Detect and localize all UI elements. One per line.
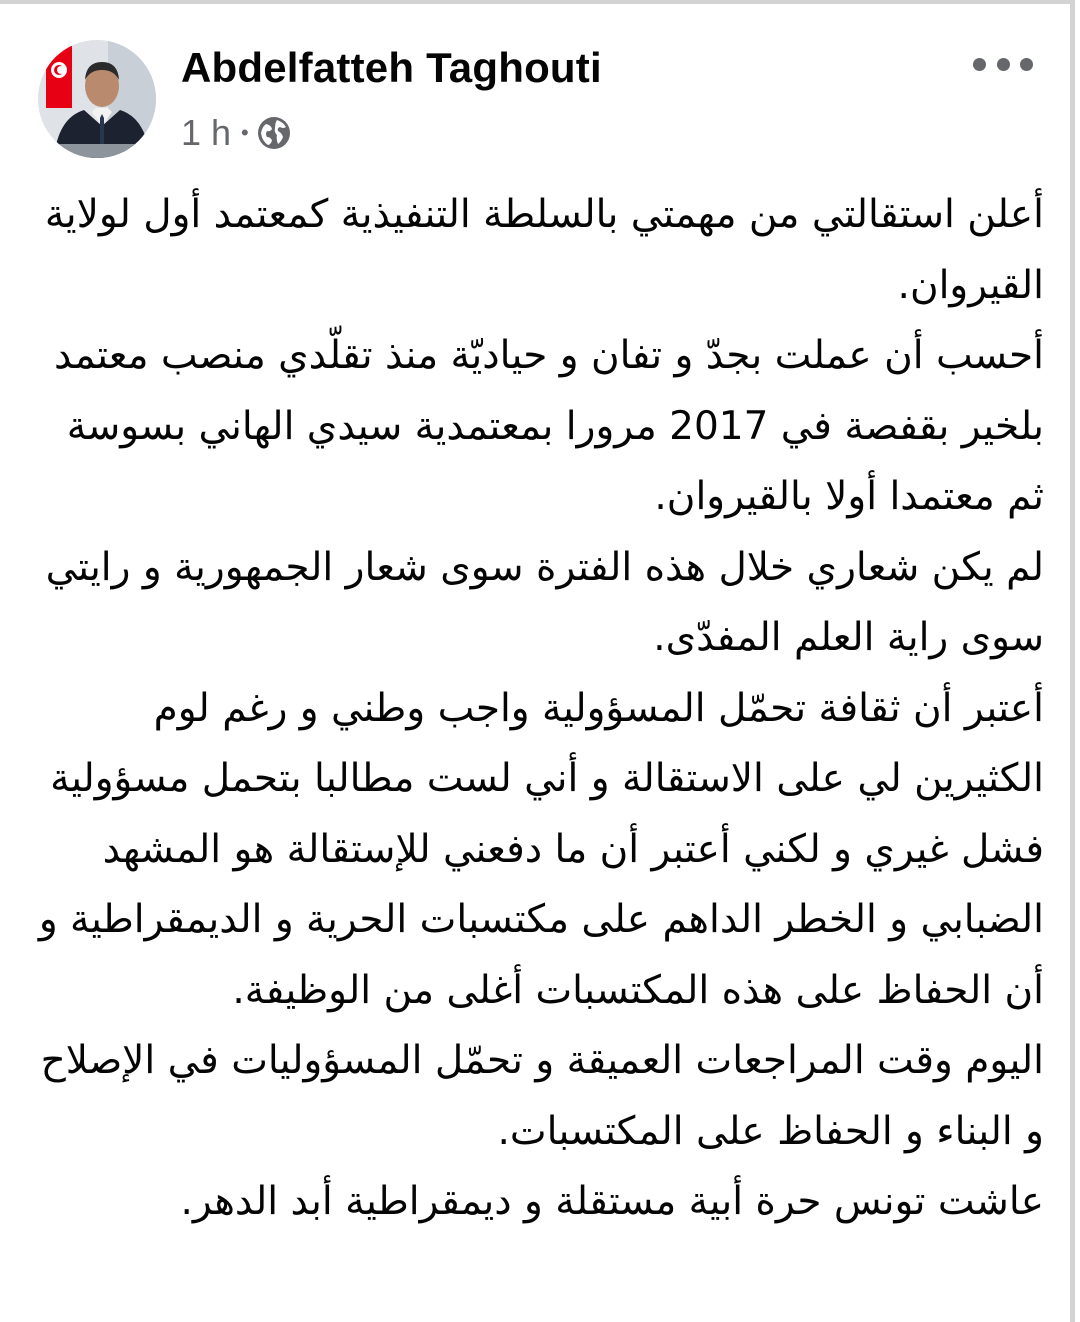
author-avatar[interactable] (38, 40, 156, 158)
more-options-icon (973, 58, 986, 71)
post-text (34, 180, 1044, 1238)
post-paragraph-6: عاشت تونس حرة أبية مستقلة و ديمقراطية أبد الدهر. (180, 1179, 1044, 1224)
post-paragraph-3: لم يكن شعاري خلال هذه الفترة سوى شعار الجمهورية و رايتي سوى راية العلم المفدّى. (45, 544, 1044, 660)
post-header (38, 40, 1048, 170)
post-timestamp[interactable]: 1 h (181, 112, 232, 153)
globe-icon[interactable] (257, 116, 291, 150)
post-paragraph-4: أعتبر أن ثقافة تحمّل المسؤولية واجب وطني و رغم لوم الكثيرين لي على الاستقالة و أني لست مطالبا بتحمل مسؤولية فشل غيري و لكني أعتبر أن ما دفعني للإستقالة هو المشهد الضبابي و الخطر الداهم على مكتسبات الحرية و الديمقراطية و أن الحفاظ على هذه المكتسبات أغلى من الوظيفة. (38, 685, 1044, 1013)
meta-separator: • (241, 120, 249, 145)
more-options-icon (1020, 58, 1033, 71)
author-name[interactable]: Abdelfatteh Taghouti (181, 44, 602, 91)
more-options-icon (997, 58, 1010, 71)
post-paragraph-2: أحسب أن عملت بجدّ و تفان و حياديّة منذ تقلّدي منصب معتمد بلخير بقفصة في 2017 مرورا بمعتمدية سيدي الهاني بسوسة ثم معتمدا أولا بالقيروان. (54, 333, 1044, 519)
avatar-photo (38, 40, 156, 158)
post-paragraph-1: أعلن استقالتي من مهمتي بالسلطة التنفيذية كمعتمد أول لولاية القيروان. (44, 192, 1044, 308)
more-options-button[interactable] (973, 54, 1033, 74)
post-meta (181, 108, 291, 158)
post-paragraph-5: اليوم وقت المراجعات العميقة و تحمّل المسؤوليات في الإصلاح و البناء و الحفاظ على المكتسبات. (40, 1038, 1044, 1154)
